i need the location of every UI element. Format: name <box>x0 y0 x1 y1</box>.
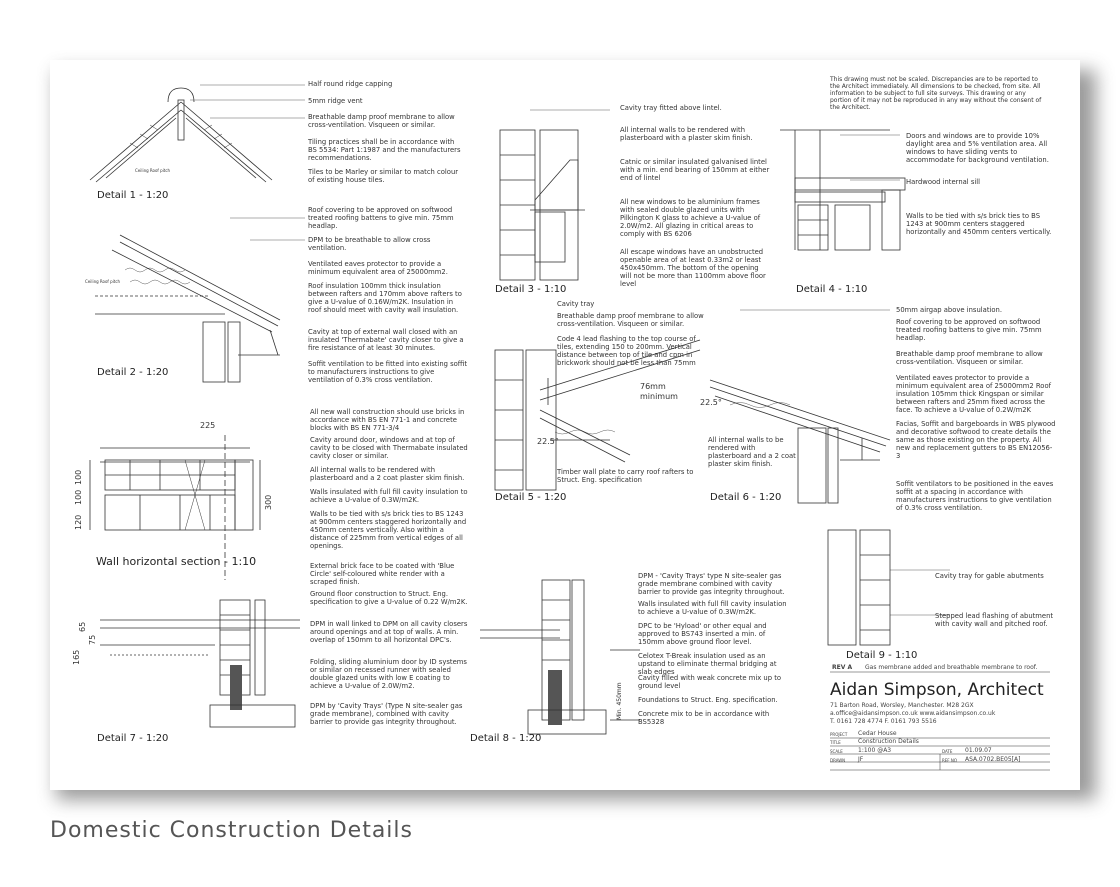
d6-note-4: Facias, Soffit and bargeboards in WBS plywood and decorative softwood to create details the same as those existing on the property. All new and replacement gutters to BS EN12056-3 <box>896 420 1056 460</box>
d7-note-3: Folding, sliding aluminium door by ID systems or similar on recessed runner with sealed double glazed units with low E coating to achieve a U-value of 2.0W/m2. <box>310 658 467 690</box>
d1-small: Ceiling Roof pitch <box>135 168 171 173</box>
architect-contact: a.office@aidansimpson.co.uk www.aidansimpson.co.uk <box>830 710 996 717</box>
detail-2-drawing <box>95 218 305 382</box>
ref-value: ASA.0702.BE05[A] <box>965 756 1021 763</box>
detail-8-title: Detail 8 - 1:20 <box>470 733 542 744</box>
project-label: PROJECT <box>830 732 848 737</box>
d4-note-2: Walls to be tied with s/s brick ties to BS 1243 at 900mm centers staggered horizontally and 450mm centers vertically. <box>906 212 1052 236</box>
d7-note-2: DPM in wall linked to DPM on all cavity closers around openings and at top of walls. A min. overlap of 150mm to all horizontal DPC's. <box>310 620 468 644</box>
wall-note-4: Walls to be tied with s/s brick ties to BS 1243 at 900mm centers staggered horizontally and 450mm centers vertically. Also within a distance of 225mm from vertical edges of all openings. <box>310 510 467 550</box>
d8-note-5: Foundations to Struct. Eng. specification. <box>638 696 778 704</box>
d1-note-1: 5mm ridge vent <box>308 97 363 105</box>
scale-label: SCALE <box>830 749 843 754</box>
date-value: 01.09.07 <box>965 747 992 754</box>
drawing-notice: This drawing must not be scaled. Discrepancies are to be reported to the Architect immediately. All dimensions to be checked, from site. All information to be subject to full site surveys. This drawing or any portion of it may not be reproduced in any way without the consent of the Architect. <box>830 76 1042 111</box>
wall-note-1: Cavity around door, windows and at top of cavity to be closed with Thermabate insulated cavity closer or similar. <box>310 436 468 460</box>
title-label: TITLE <box>830 740 841 745</box>
detail-4-drawing <box>780 130 905 250</box>
d4-note-0: Doors and windows are to provide 10% daylight area and 5% ventilation area. All windows to have sliding vents to accommodate for background ventilation. <box>906 132 1049 164</box>
wall-section-title: Wall horizontal section - 1:10 <box>96 555 257 568</box>
detail-1-drawing <box>90 85 305 182</box>
d3-note-3: All new windows to be aluminium frames with sealed double glazed units with Pilkington K glass to achieve a U-value of 2.0W/m2. All glazing in critical areas to comply with BS 6206 <box>620 198 761 238</box>
d1-note-4: Tiles to be Marley or similar to match colour of existing house tiles. <box>308 168 459 184</box>
detail-5-title: Detail 5 - 1:20 <box>495 492 567 503</box>
d3-note-2: Catnic or similar insulated galvanised lintel with a min. end bearing of 150mm at either end of lintel <box>620 158 770 182</box>
d2-note-4: Cavity at top of external wall closed with an insulated 'Thermabate' cavity closer to give a fire resistance of at least 30 minutes. <box>308 328 464 352</box>
wall-note-0: All new wall construction should use bricks in accordance with BS EN 771-1 and concrete blocks with BS EN 771-3/4 <box>310 408 465 432</box>
d8-note-4: Cavity filled with weak concrete mix up to ground level <box>638 674 782 690</box>
d3-note-0: Cavity tray fitted above lintel. <box>620 104 722 112</box>
detail-4-title: Detail 4 - 1:10 <box>796 284 868 295</box>
d8-vert-dim: Min. 450mm <box>616 682 623 720</box>
d9-note-1: Stepped lead flashing of abutment with cavity wall and pitched roof. <box>935 612 1054 628</box>
rev-label: REV A <box>832 664 853 671</box>
drawn-value: JF <box>858 756 864 763</box>
d5-note-2: Code 4 lead flashing to the top course of tiles, extending 150 to 200mm. Vertical distance between top of tile and cpm in brickwork should not be less than 75mm <box>557 335 696 367</box>
d6-note-3: Ventilated eaves protector to provide a minimum equivalent area of 25000mm2 Roof insulation 105mm thick Kingspan or similar between rafters and 25mm fixed across the face. To achieve a U-value of 0.2W/m2K <box>896 374 1052 414</box>
detail-1-title: Detail 1 - 1:20 <box>97 190 169 201</box>
page-caption: Domestic Construction Details <box>50 818 413 843</box>
d1-note-2: Breathable damp proof membrane to allow cross-ventilation. Visqueen or similar. <box>308 113 455 129</box>
d7-dim-75: 75 <box>88 634 97 645</box>
d7-note-4: DPM by 'Cavity Trays' (Type N site-sealer gas grade membrane), combined with cavity barrier to provide gas integrity throughout. <box>310 702 463 726</box>
wall-note-3: Walls insulated with full fill cavity insulation to achieve a U-value of 0.3W/m2K. <box>310 488 468 504</box>
d2-note-3: Roof insulation 100mm thick insulation between rafters and 170mm above rafters to give a U-value of 0.16W/m2K. Insulation in roof should meet with cavity wall insulation. <box>308 282 462 314</box>
d8-note-3: Celotex T-Break insulation used as an upstand to eliminate thermal bridging at slab edges <box>638 652 777 676</box>
d5-note-1: Breathable damp proof membrane to allow cross-ventilation. Visqueen or similar. <box>557 312 704 328</box>
d6-note-2: Breathable damp proof membrane to allow cross-ventilation. Visqueen or similar. <box>896 350 1043 366</box>
d2-note-5: Soffit ventilation to be fitted into existing soffit to manufacturers instructions to give ventilation of 0.3% cross ventilation. <box>308 360 468 384</box>
detail-7-title: Detail 7 - 1:20 <box>97 733 169 744</box>
architect-name: Aidan Simpson, Architect <box>830 680 1044 700</box>
d5-min-label: minimum <box>640 392 678 401</box>
detail-9-drawing <box>828 530 950 645</box>
d7-note-1: Ground floor construction to Struct. Eng. specification to give a U-value of 0.22 W/m2K. <box>310 590 468 606</box>
wall-dim-100a: 100 <box>74 469 83 485</box>
wall-dim-300: 300 <box>264 494 273 510</box>
d3-note-1: All internal walls to be rendered with plasterboard with a plaster skim finish. <box>620 126 753 142</box>
d8-note-0: DPM - 'Cavity Trays' type N site-sealer gas grade membrane combined with cavity barrier to provide gas integrity throughout. <box>638 572 785 596</box>
wall-dim-120: 120 <box>74 514 83 530</box>
scale-value: 1:100 @A3 <box>858 747 892 754</box>
date-label: DATE <box>942 749 953 754</box>
d8-note-1: Walls insulated with full fill cavity insulation to achieve a U-value of 0.3W/m2K. <box>638 600 787 616</box>
detail-3-drawing <box>500 110 610 280</box>
architect-phone: T. 0161 728 4774 F. 0161 793 5516 <box>830 718 937 725</box>
d5-min-dim: 76mm <box>640 382 666 391</box>
d6-note-5: Soffit ventilators to be positioned in the eaves soffit at a spacing in accordance with manufacturers instructions to give ventilation of 0.3% cross ventilation. <box>896 480 1054 512</box>
rev-text: Gas membrane added and breathable membrane to roof. <box>865 664 1038 671</box>
d1-note-3: Tiling practices shall be in accordance with BS 5534: Part 1:1987 and the manufacturers recommendations. <box>308 138 461 162</box>
wall-dim-100b: 100 <box>74 489 83 505</box>
d6-angle: 22.5° <box>700 398 722 407</box>
d5-note-3: Timber wall plate to carry roof rafters to Struct. Eng. specification <box>557 468 694 484</box>
ref-label: REF NO <box>942 758 958 763</box>
d3-note-4: All escape windows have an unobstructed openable area of at least 0.33m2 or least 450x450mm. The bottom of the opening will not be more than 1100mm above floor level <box>620 248 766 288</box>
detail-6-title: Detail 6 - 1:20 <box>710 492 782 503</box>
architect-address: 71 Barton Road, Worsley, Manchester. M28 2GX <box>830 702 974 709</box>
detail-3-title: Detail 3 - 1:10 <box>495 284 567 295</box>
drawing-sheet <box>50 60 1080 790</box>
d9-note-0: Cavity tray for gable abutments <box>935 572 1044 580</box>
d6-note-0: 50mm airgap above insulation. <box>896 306 1003 314</box>
d8-note-6: Concrete mix to be in accordance with BS5328 <box>638 710 770 726</box>
d4-note-1: Hardwood internal sill <box>906 178 981 186</box>
d7-dim-165: 165 <box>72 649 81 665</box>
wall-note-2: All internal walls to be rendered with plasterboard and a 2 coat plaster skim finish. <box>310 466 465 482</box>
detail-6-drawing <box>710 310 890 503</box>
d5-note-0: Cavity tray <box>557 300 595 308</box>
d5-angle: 22.5° <box>537 437 559 446</box>
detail-2-title: Detail 2 - 1:20 <box>97 367 169 378</box>
d6-inner-note: All internal walls to be rendered with plasterboard and a 2 coat plaster skim finish. <box>708 436 796 468</box>
drawn-label: DRAWN <box>830 758 846 763</box>
d2-note-1: DPM to be breathable to allow cross ventilation. <box>308 236 431 252</box>
d7-note-0: External brick face to be coated with 'Blue Circle' self-coloured white render with a scraped finish. <box>310 562 455 586</box>
d6-note-1: Roof covering to be approved on softwood treated roofing battens to give min. 75mm headlap. <box>896 318 1042 342</box>
d7-dim-65: 65 <box>78 621 87 632</box>
d2-small: Ceiling Roof pitch <box>85 279 121 284</box>
d2-note-2: Ventilated eaves protector to provide a minimum equivalent area of 25000mm2. <box>308 260 448 276</box>
d8-note-2: DPC to be 'Hyload' or other equal and approved to BS743 inserted a min. of 150mm above ground floor level. <box>638 622 767 646</box>
wall-dim-225: 225 <box>200 421 216 430</box>
d1-note-0: Half round ridge capping <box>308 80 393 88</box>
title-value: Construction Details <box>858 738 919 745</box>
project-value: Cedar House <box>858 730 897 737</box>
detail-9-title: Detail 9 - 1:10 <box>846 650 918 661</box>
d2-note-0: Roof covering to be approved on softwood treated roofing battens to give min. 75mm headlap. <box>308 206 454 230</box>
detail-7-drawing <box>100 600 300 727</box>
